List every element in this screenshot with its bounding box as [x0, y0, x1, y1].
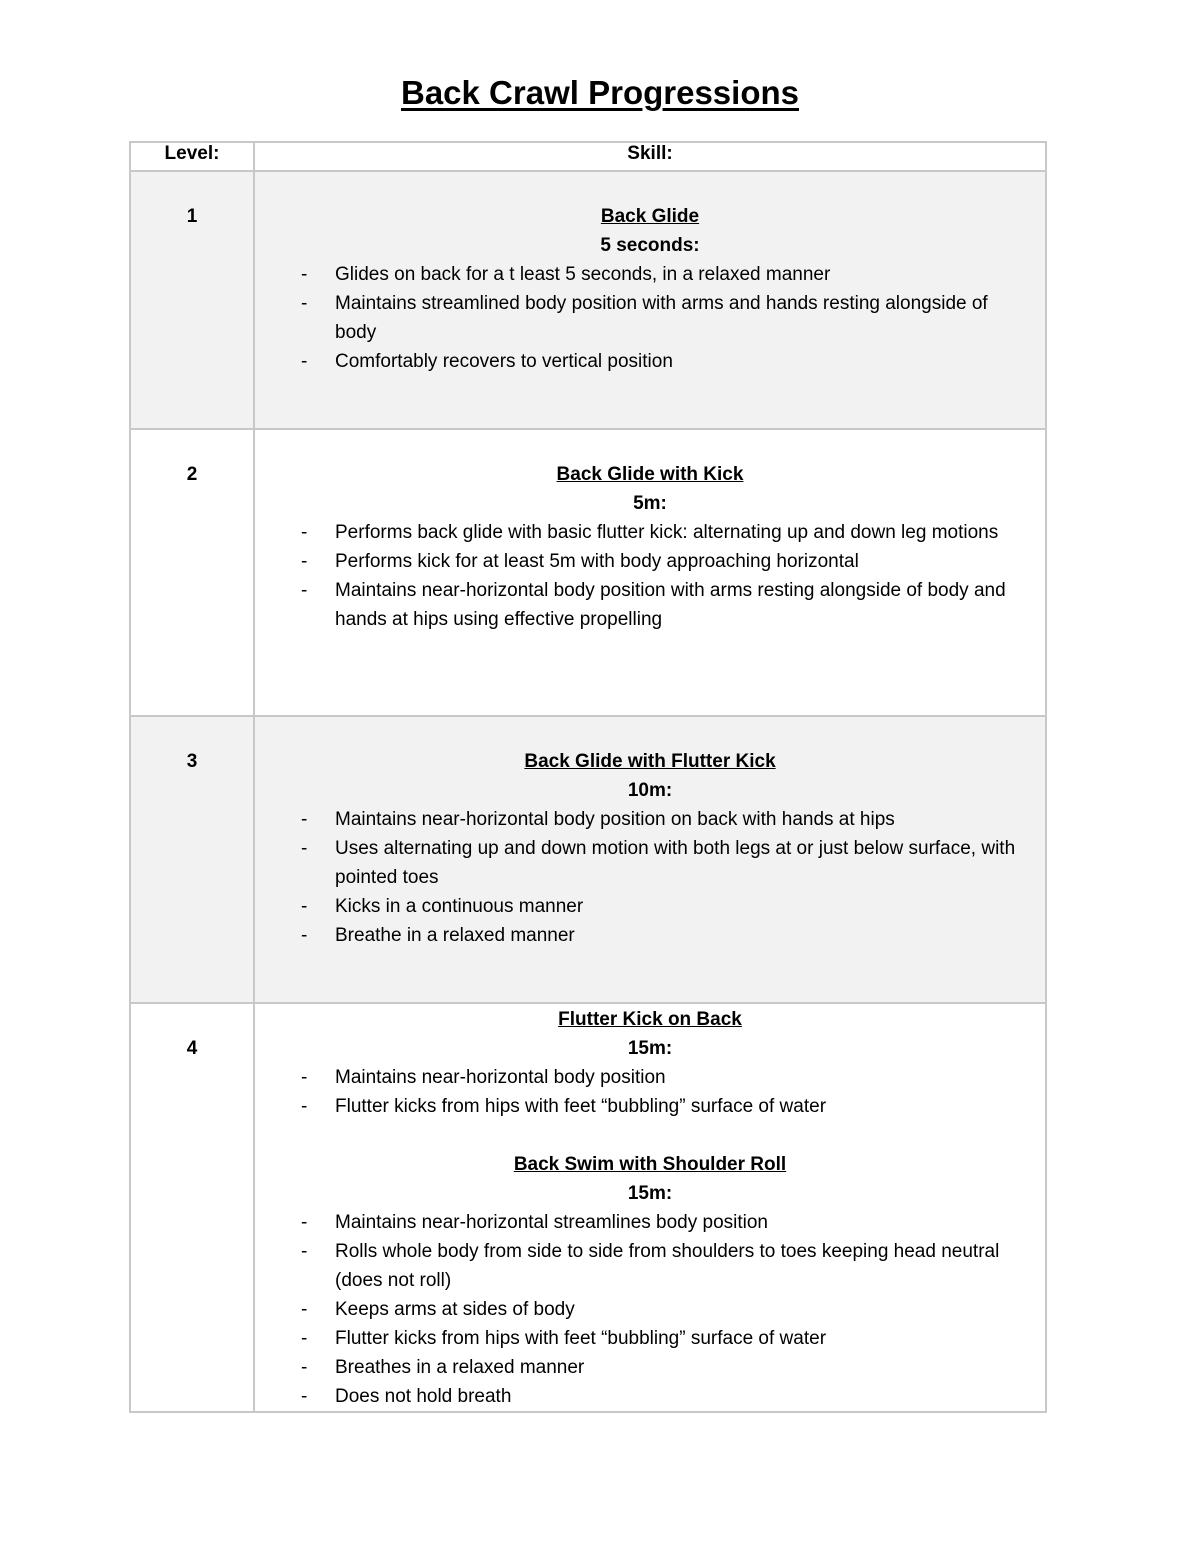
criteria-item: - Maintains near-horizontal streamlines body position: [301, 1212, 769, 1233]
progressions-table: [129, 141, 1047, 1413]
skill-name: Back Glide with Flutter Kick: [524, 751, 776, 772]
skill-distance: 5 seconds:: [600, 235, 700, 256]
level-header: Level:: [130, 142, 254, 171]
skill-distance: 15m:: [627, 1038, 673, 1059]
table-row: [130, 429, 1046, 716]
document-title: Back Crawl Progressions: [401, 74, 799, 111]
skill-name: Back Glide with Kick: [556, 464, 744, 485]
criteria-list: [255, 518, 1045, 634]
skill-name: Back Swim with Shoulder Roll: [513, 1154, 787, 1175]
criteria-item: - Maintains near-horizontal body position: [301, 1067, 666, 1088]
criteria-list: [255, 260, 1045, 376]
skill-header: Skill:: [254, 142, 1046, 171]
level-number: 2: [186, 464, 198, 485]
criteria-item: - Keeps arms at sides of body: [301, 1299, 575, 1320]
criteria-item: - Comfortably recovers to vertical position: [301, 351, 673, 372]
criteria-item: - Kicks in a continuous manner: [301, 896, 584, 917]
criteria-item: - Maintains near-horizontal body position on back with hands at hips: [301, 809, 895, 830]
table-row: [130, 1003, 1046, 1412]
criteria-item: - Breathe in a relaxed manner: [301, 925, 575, 946]
table-header-row: [130, 142, 1046, 171]
criteria-item: - Uses alternating up and down motion with both legs at or just below surface, with pointed toes: [301, 838, 1016, 888]
skill-cell: [254, 171, 1046, 429]
skill-cell: [254, 1003, 1046, 1412]
criteria-item: - Does not hold breath: [301, 1386, 512, 1407]
skill-distance: 15m:: [627, 1183, 673, 1204]
criteria-list: [255, 1208, 1045, 1411]
skill-cell: [254, 429, 1046, 716]
criteria-item: - Performs back glide with basic flutter kick: alternating up and down leg motions: [301, 522, 999, 543]
skill-distance: 5m:: [633, 493, 667, 514]
criteria-item: - Breathes in a relaxed manner: [301, 1357, 585, 1378]
criteria-item: - Performs kick for at least 5m with body approaching horizontal: [301, 551, 859, 572]
skill-name: Flutter Kick on Back: [558, 1009, 742, 1030]
skill-cell: [254, 716, 1046, 1003]
table-row: [130, 171, 1046, 429]
criteria-list: [255, 805, 1045, 950]
criteria-item: - Maintains near-horizontal body position with arms resting alongside of body and hands at hips using effective propelling: [301, 580, 1006, 630]
criteria-item: - Maintains streamlined body position with arms and hands resting alongside of body: [301, 293, 988, 343]
criteria-list: [255, 1063, 1045, 1121]
criteria-item: - Flutter kicks from hips with feet “bubbling” surface of water: [301, 1328, 827, 1349]
level-number: 3: [186, 751, 198, 772]
criteria-item: - Glides on back for a t least 5 seconds, in a relaxed manner: [301, 264, 831, 285]
table-row: [130, 716, 1046, 1003]
criteria-item: - Flutter kicks from hips with feet “bubbling” surface of water: [301, 1096, 827, 1117]
skill-name: Back Glide: [600, 206, 700, 227]
level-number: 1: [186, 206, 198, 227]
criteria-item: - Rolls whole body from side to side from shoulders to toes keeping head neutral (does not roll): [301, 1241, 1000, 1291]
level-number: 4: [186, 1038, 198, 1059]
skill-distance: 10m:: [627, 780, 673, 801]
